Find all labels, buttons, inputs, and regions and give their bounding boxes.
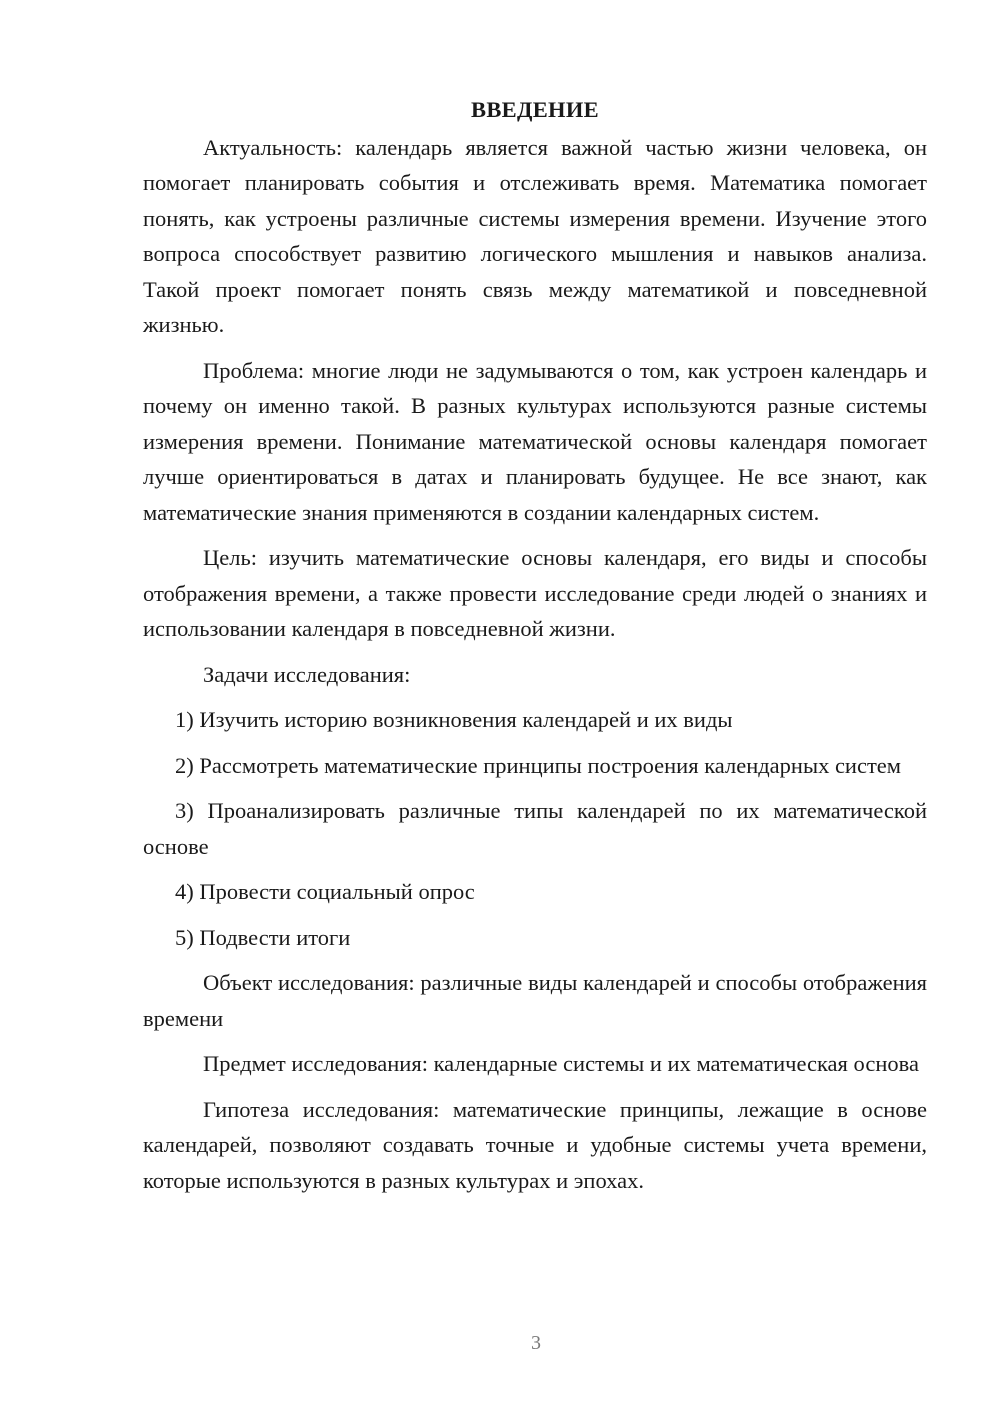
task-item-3: 3) Проанализировать различные типы календарей по их математической основе [143,798,927,859]
task-item-4: 4) Провести социальный опрос [175,879,475,904]
goal-paragraph: Цель: изучить математические основы календаря, его виды и способы отображения времени, а также провести исследование среди людей о знаниях и использовании календаря в повседневной жизни. [143,545,927,641]
task-item-5: 5) Подвести итоги [175,924,351,950]
subject-paragraph: Предмет исследования: календарные системы и их математическая основа [203,1051,919,1076]
relevance-paragraph: Актуальность: календарь является важной частью жизни человека, он помогает планировать события и отслеживать время. Математика помогает понять, как устроены различные системы измерения времени. Изучение этого вопроса способствует развитию логического мышления и навыков анализа. Такой проект помогает понять связь между математикой и повседневной жизнью. [143,134,927,337]
task-item-1: 1) Изучить историю возникновения календарей и их виды [175,707,733,732]
page-number: 3 [531,1332,541,1354]
hypothesis-paragraph: Гипотеза исследования: математические принципы, лежащие в основе календарей, позволяют создавать точные и удобные системы учета времени, которые используются в разных культурах и эпохах. [143,1096,927,1193]
page-content [143,92,927,1208]
tasks-heading: Задачи исследования: [203,661,411,687]
section-title: ВВЕДЕНИЕ [471,97,599,122]
object-paragraph: Объект исследования: различные виды календарей и способы отображения времени [143,970,927,1031]
problem-paragraph: Проблема: многие люди не задумываются о том, как устроен календарь и почему он именно такой. В разных культурах используются разные системы измерения времени. Понимание математической основы календаря помогает лучше ориентироваться в датах и планировать будущее. Не все знают, как математические знания применяются в создании календарных систем. [143,357,927,525]
task-item-2: 2) Рассмотреть математические принципы построения календарных систем [175,752,902,778]
